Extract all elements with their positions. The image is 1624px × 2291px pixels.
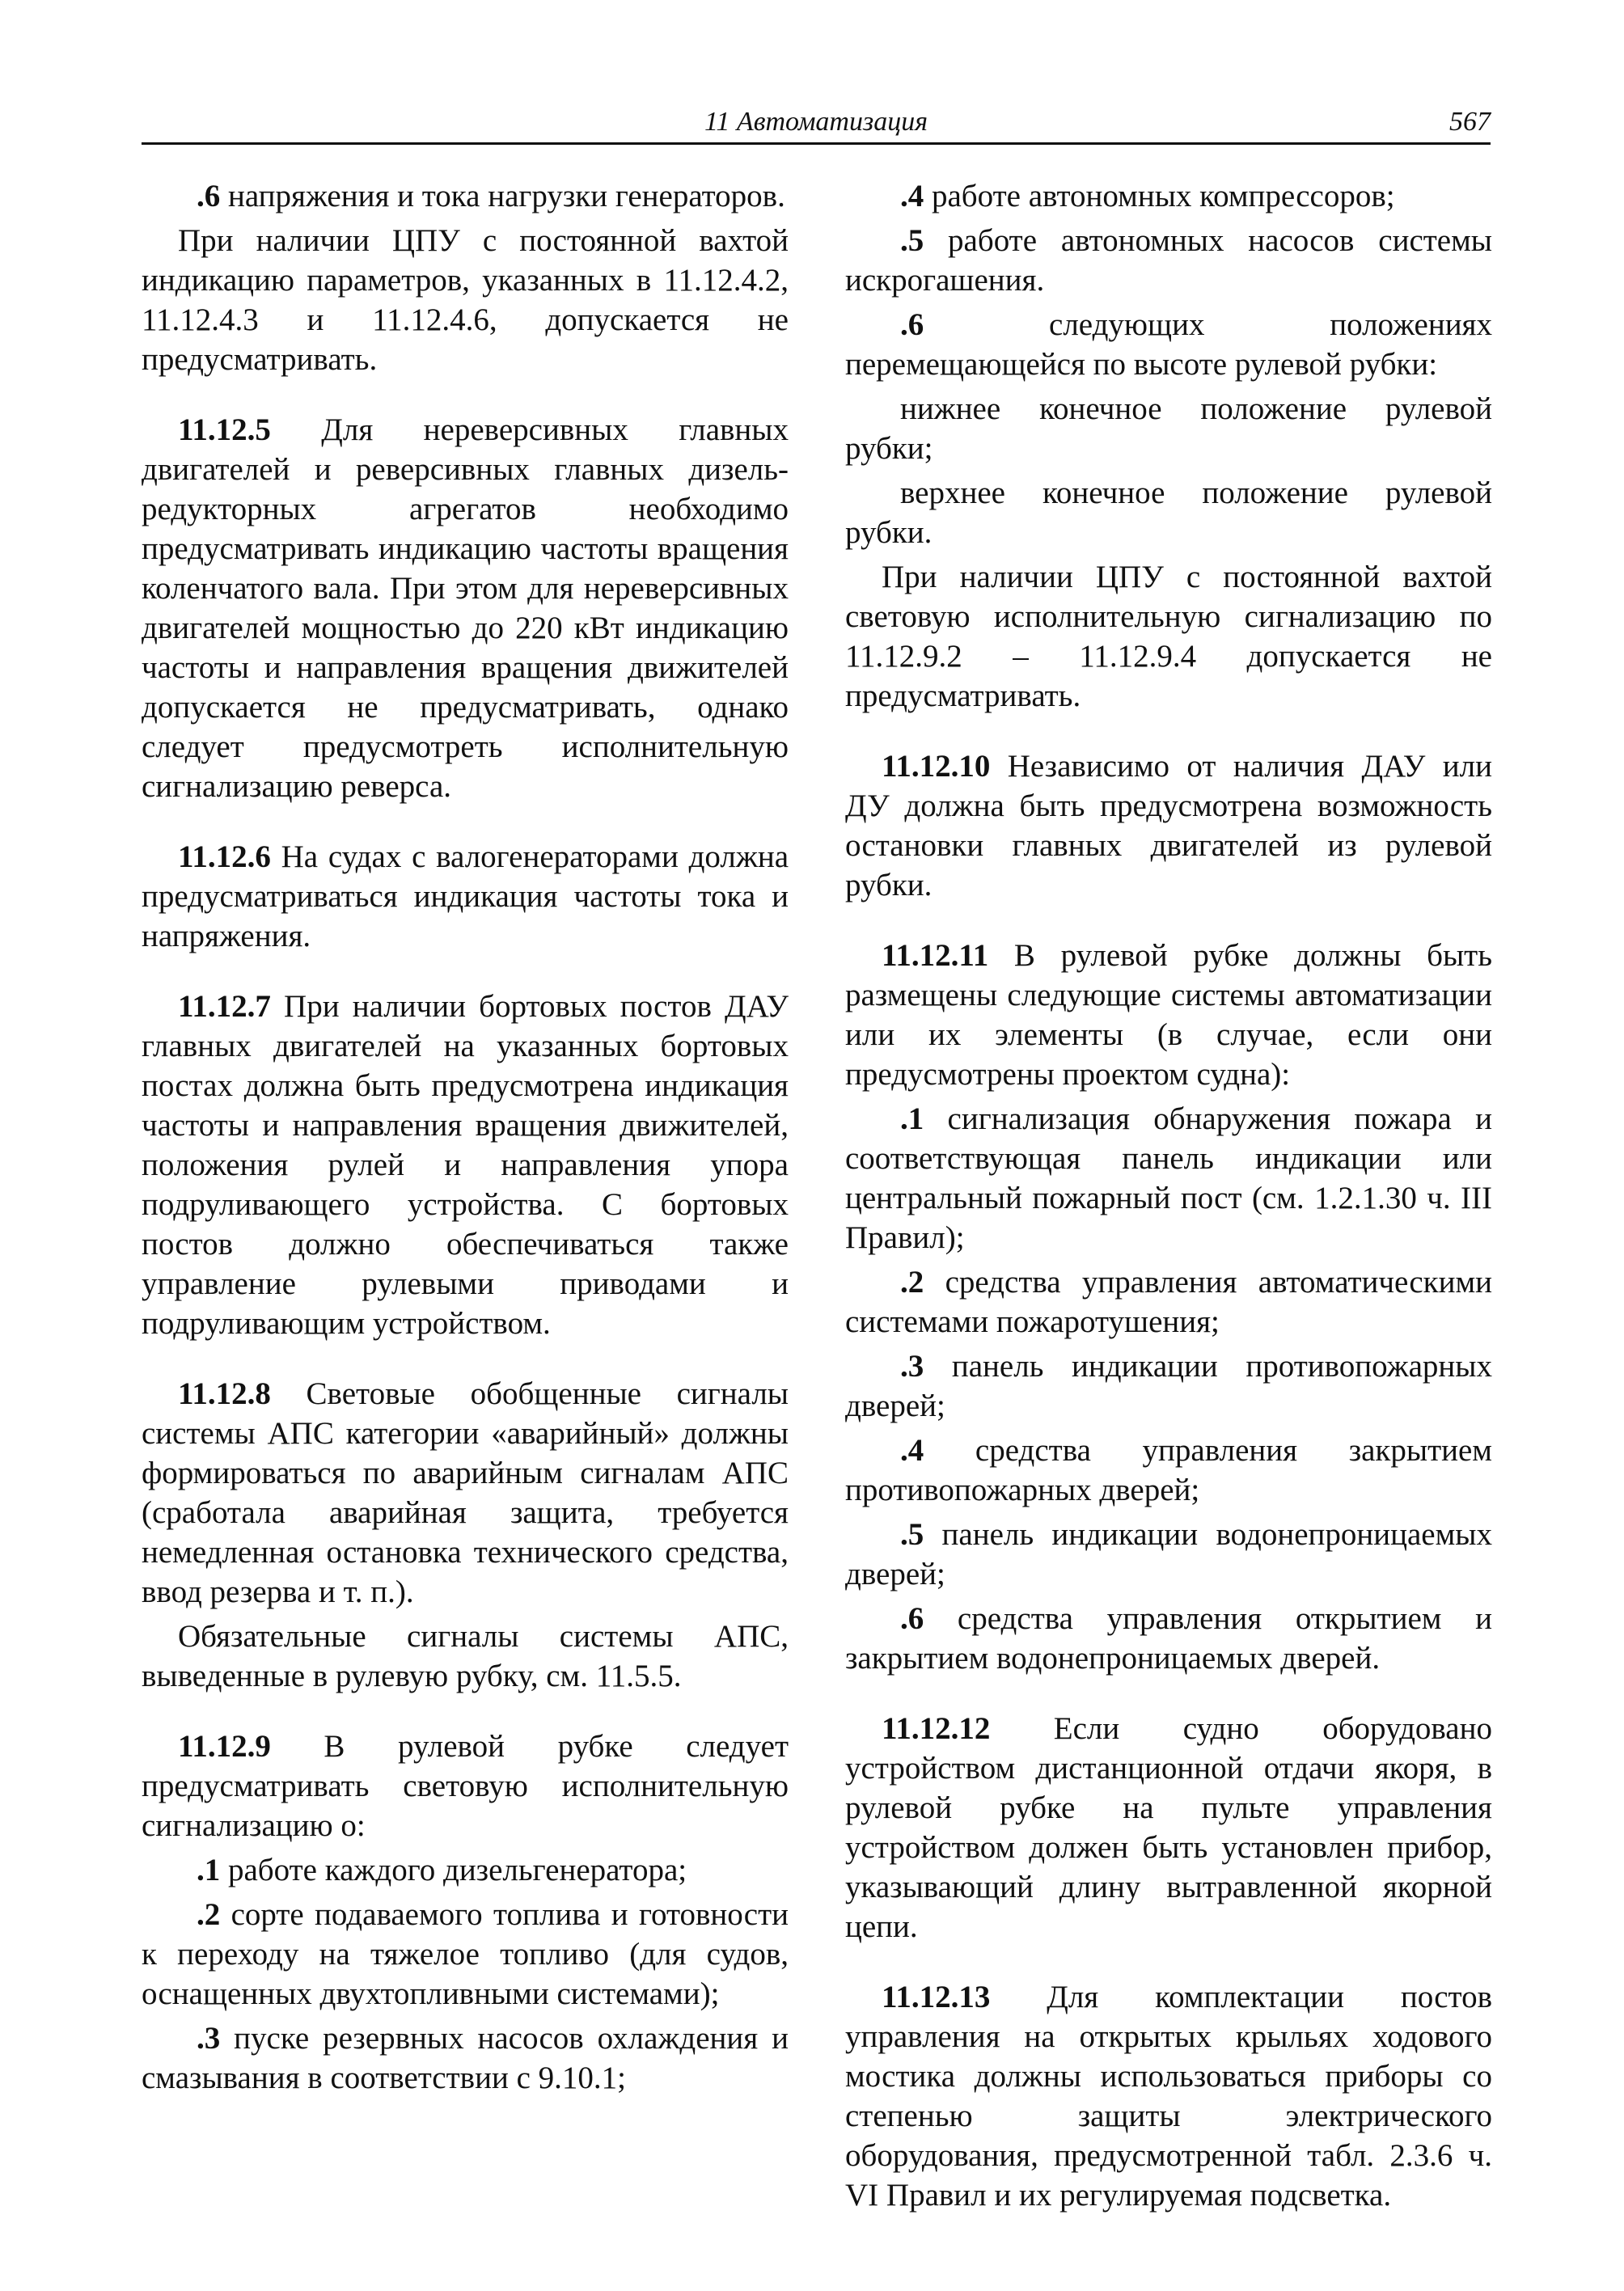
left-column (142, 176, 789, 2103)
item-number: .6 (197, 179, 221, 213)
clause-11-12-9 (142, 1727, 789, 1845)
item-text: сигнализация обнаружения пожара и соответствующая панель индикации или центральный пожарный пост (см. 1.2.1.30 ч. III Правил); (845, 1101, 1492, 1255)
running-header (142, 107, 1491, 145)
clause-11-12-13 (845, 1977, 1492, 2215)
clause-number: 11.12.13 (882, 1980, 991, 2014)
item-number: .3 (900, 1349, 924, 1384)
clause-11-12-10 (845, 746, 1492, 905)
clause-number: 11.12.12 (882, 1711, 991, 1746)
clause-text: Если судно оборудовано устройством дистанционной отдачи якоря, в рулевой рубке на пульте управления устройством должен быть установлен прибор, указывающий длину вытравленной якорной цепи. (845, 1711, 1492, 1944)
list-item (845, 1262, 1492, 1342)
item-number: .5 (900, 223, 924, 258)
page-number: 567 (1449, 107, 1491, 137)
right-column (845, 176, 1492, 2220)
paragraph-cpu-note: При наличии ЦПУ с постоянной вахтой индикацию параметров, указанных в 11.12.4.2, 11.12.4.3 и 11.12.4.6, допускается не предусматривать. (142, 223, 789, 377)
clause-text: Световые обобщенные сигналы системы АПС категории «аварийный» должны формироваться по аварийным сигналам АПС (сработала аварийная защита, требуется немедленная остановка технического средства, ввод резерва и т. п.). (142, 1376, 789, 1609)
item-text: пуске резервных насосов охлаждения и смазывания в соответствии с 9.10.1; (142, 2021, 789, 2095)
item-text: сорте подаваемого топлива и готовности к переходу на тяжелое топливо (для судов, оснащенных двухтопливными системами); (142, 1897, 789, 2011)
item-text: средства управления закрытием противопожарных дверей; (845, 1433, 1492, 1507)
clause-number: 11.12.11 (882, 938, 989, 973)
clause-number: 11.12.7 (178, 989, 271, 1024)
section-title: 11 Автоматизация (704, 107, 928, 137)
item-number: .5 (900, 1517, 924, 1552)
list-item (845, 1099, 1492, 1258)
item-text: средства управления открытием и закрытием водонепроницаемых дверей. (845, 1601, 1492, 1676)
item-number: .1 (197, 1853, 221, 1887)
clause-text: При наличии бортовых постов ДАУ главных двигателей на указанных бортовых постах должна быть предусмотрена индикация частоты и направления вращения движителей, положения рулей и направления упора подруливающего устройства. С бортовых постов должно обеспечиваться также управление рулевыми приводами и подруливающим устройством. (142, 989, 789, 1341)
clause-number: 11.12.5 (178, 412, 271, 447)
clause-text: В рулевой рубке следует предусматривать световую исполнительную сигнализацию о: (142, 1729, 789, 1843)
clause-11-12-11 (845, 936, 1492, 1094)
clause-text: В рулевой рубке должны быть размещены следующие системы автоматизации или их элементы (в случае, если они предусмотрены проектом судна): (845, 938, 1492, 1092)
item-number: .4 (900, 179, 924, 213)
item-text: работе каждого дизельгенератора; (220, 1853, 687, 1887)
item-text: средства управления автоматическими системами пожаротушения; (845, 1265, 1492, 1339)
list-item (845, 1346, 1492, 1426)
paragraph-cpu-signalling: При наличии ЦПУ с постоянной вахтой световую исполнительную сигнализацию по 11.12.9.2 – 11.12.9.4 допускается не предусматривать. (845, 560, 1492, 713)
list-item (845, 1431, 1492, 1510)
item-text: работе автономных компрессоров; (924, 179, 1395, 213)
clause-number: 11.12.9 (178, 1729, 271, 1764)
clause-text: На судах с валогенераторами должна предусматриваться индикация частоты тока и напряжения. (142, 839, 789, 953)
list-item (845, 1599, 1492, 1678)
list-item (845, 221, 1492, 300)
list-item (845, 305, 1492, 384)
item-text: следующих положениях перемещающейся по высоте рулевой рубки: (845, 307, 1492, 382)
clause-number: 11.12.8 (178, 1376, 271, 1411)
item-text: панель индикации водонепроницаемых дверей; (845, 1517, 1492, 1591)
item-number: .1 (900, 1101, 924, 1136)
clause-11-12-6 (142, 837, 789, 956)
paragraph-aps-signals: Обязательные сигналы системы АПС, выведенные в рулевую рубку, см. 11.5.5. (142, 1619, 789, 1693)
item-text: напряжения и тока нагрузки генераторов. (220, 179, 785, 213)
list-item (142, 2018, 789, 2098)
clause-text: Для комплектации постов управления на открытых крыльях ходового мостика должны использоваться приборы со степенью защиты электрического оборудования, предусмотренной табл. 2.3.6 ч. VI Правил и их регулируемая подсветка. (845, 1980, 1492, 2213)
item-number: .6 (900, 307, 924, 342)
clause-11-12-5 (142, 410, 789, 806)
list-item (845, 1515, 1492, 1594)
clause-number: 11.12.6 (178, 839, 271, 874)
clause-11-12-12 (845, 1709, 1492, 1947)
clause-11-12-7 (142, 987, 789, 1343)
list-item (142, 1850, 789, 1890)
item-text: работе автономных насосов системы искрогашения. (845, 223, 1492, 298)
item-number: .4 (900, 1433, 924, 1468)
item-number: .3 (197, 2021, 221, 2056)
sub-item-upper-position: верхнее конечное положение рулевой рубки. (845, 476, 1492, 550)
item-number: .2 (900, 1265, 924, 1300)
item-number: .6 (900, 1601, 924, 1636)
item-number: .2 (197, 1897, 221, 1932)
list-item (142, 1895, 789, 2014)
sub-item-lower-position: нижнее конечное положение рулевой рубки; (845, 391, 1492, 466)
clause-number: 11.12.10 (882, 749, 991, 784)
item-text: панель индикации противопожарных дверей; (845, 1349, 1492, 1423)
clause-text: Независимо от наличия ДАУ или ДУ должна быть предусмотрена возможность остановки главных двигателей из рулевой рубки. (845, 749, 1492, 902)
clause-text: Для нереверсивных главных двигателей и реверсивных главных дизель-редукторных агрегатов необходимо предусматривать индикацию частоты вращения коленчатого вала. При этом для нереверсивных двигателей мощностью до 220 кВт индикацию частоты и направления вращения движителей допускается не предусматривать, однако следует предусмотреть исполнительную сигнализацию реверса. (142, 412, 789, 804)
clause-11-12-8 (142, 1374, 789, 1612)
paragraph-item-6 (142, 176, 789, 216)
list-item (845, 176, 1492, 216)
